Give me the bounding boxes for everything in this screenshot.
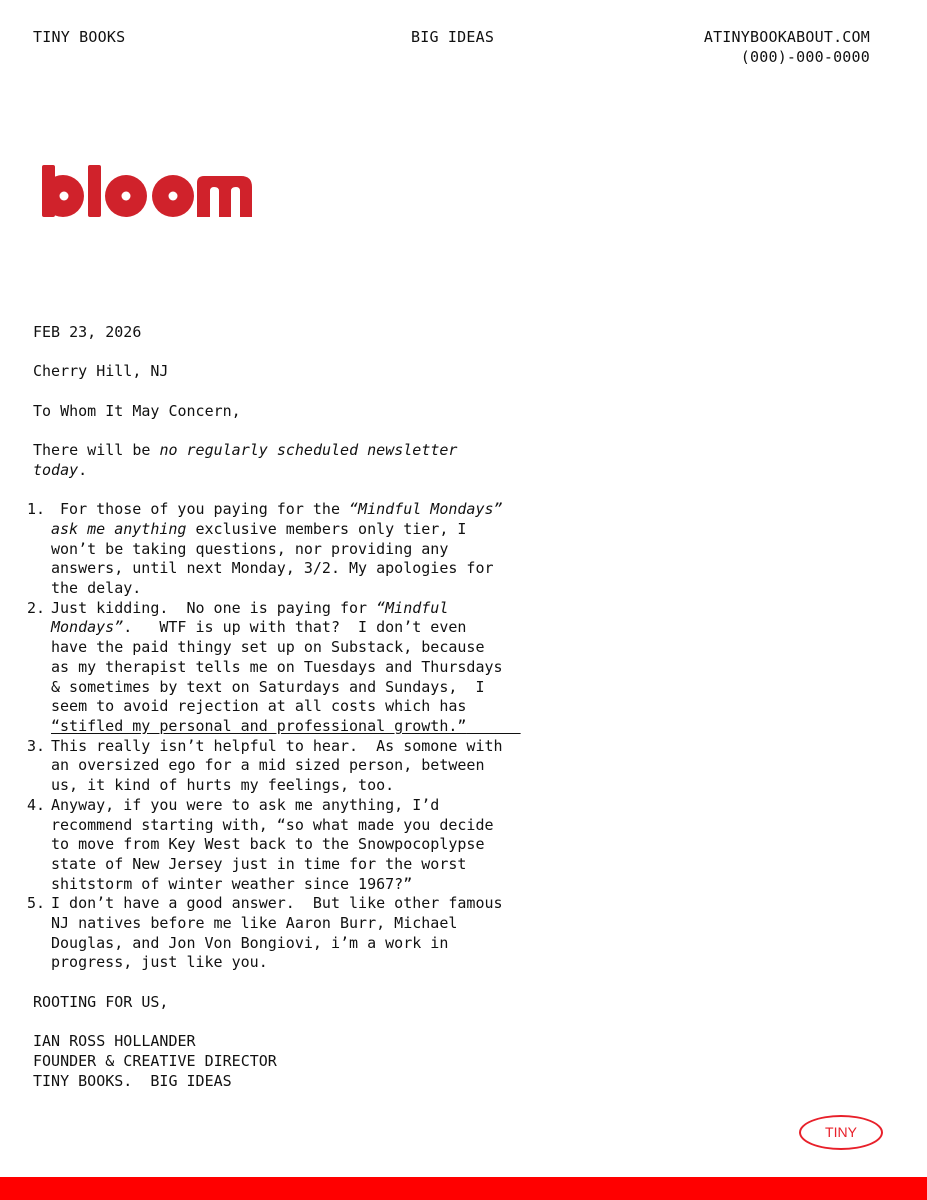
list-item-text: Anyway, if you were to ask me anything, I’d recommend starting with, “so what made you decide to move from Key West back to the Snowpocoplypse state of New Jersey just in time for the worst shitstorm of winter weather since 1967?” (51, 795, 503, 893)
intro-text: There will be (33, 441, 160, 460)
list-item-number: 1. (27, 500, 46, 519)
header-website[interactable]: ATINYBOOKABOUT.COM (703, 28, 870, 46)
signature-title: FOUNDER & CREATIVE DIRECTOR (33, 1051, 277, 1070)
list-item-text: exclusive members only tier, I won’t be taking questions, nor providing any answers, until next Monday, 3/2. My apologies for the delay. (51, 519, 503, 598)
list-item-text: I don’t have a good answer. But like other famous NJ natives before me like Aaron Burr, Michael Douglas, and Jon Von Bongiovi, i’m a work in progress, just like you. (51, 894, 512, 972)
list-item-text: For those of you paying for the (51, 500, 350, 519)
list-item-text: This really isn’t helpful to hear. As somone with an oversized ego for a mid sized person, between us, it kind of hurts my feelings, too. (51, 736, 512, 795)
list-item-number: 5. (27, 894, 46, 913)
list-item-text: . WTF is up with that? I don’t even have the paid thingy set up on Substack, because as my therapist tells me on Tuesdays and Thursdays & sometimes by text on Saturdays and Sundays, I seem to avoid rejection at all costs which has (51, 618, 512, 716)
list-item-number: 3. (27, 736, 46, 755)
list-item (27, 598, 521, 737)
header-phone: (000)-000-0000 (740, 48, 870, 66)
list-item-italic: “Mindful Mondays” (51, 598, 458, 637)
letter-date: FEB 23, 2026 (33, 323, 142, 341)
intro-period: . (78, 460, 88, 479)
letter-salutation: To Whom It May Concern, (33, 401, 241, 420)
intro-italic-text: no regularly scheduled newsletter today (33, 441, 467, 479)
header-tagline: BIG IDEAS (411, 28, 495, 46)
letter-location: Cherry Hill, NJ (33, 362, 169, 381)
quote-link[interactable]: “stifled my personal and professional growth.” (51, 717, 521, 735)
signature-name: IAN ROSS HOLLANDER (33, 1032, 196, 1051)
letter-body (27, 323, 521, 1091)
footer-bar (0, 1177, 927, 1200)
header-brand: TINY BOOKS (33, 28, 126, 46)
bloom-logo (42, 165, 254, 223)
tiny-stamp: TINY (799, 1115, 883, 1150)
list-item-italic: “Mindful Mondays” ask me anything (51, 500, 512, 538)
signature-company: TINY BOOKS. BIG IDEAS (33, 1071, 232, 1090)
list-item (27, 894, 512, 973)
header-contact (704, 27, 870, 67)
list-item (27, 500, 512, 599)
letter-closing: ROOTING FOR US, (33, 992, 169, 1011)
list-item-text: Just kidding. No one is paying for (51, 598, 377, 617)
list-item-number: 2. (27, 598, 46, 617)
letter-intro (33, 441, 503, 480)
list-item-number: 4. (27, 795, 46, 814)
letter-list (27, 500, 521, 973)
list-item (27, 795, 503, 895)
list-item (27, 736, 512, 796)
